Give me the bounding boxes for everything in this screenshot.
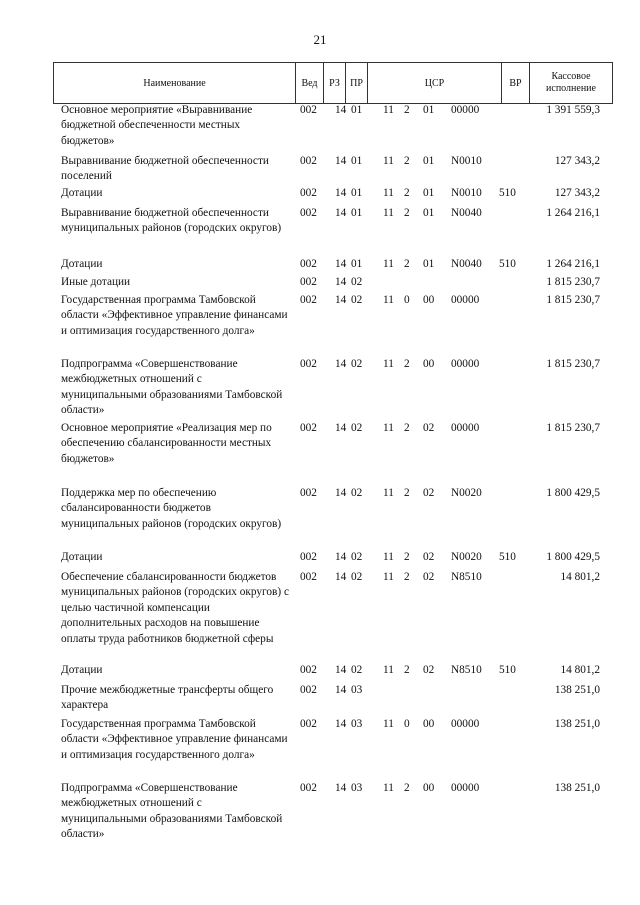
row-p2: 2 xyxy=(404,358,410,370)
row-ved: 002 xyxy=(300,294,317,306)
row-rz: 14 xyxy=(335,684,347,696)
row-p4: N8510 xyxy=(451,571,482,583)
row-pr: 02 xyxy=(351,487,363,499)
row-p1: 11 xyxy=(383,294,394,306)
row-p1: 11 xyxy=(383,487,394,499)
row-p3: 00 xyxy=(423,294,435,306)
row-name: Подпрограмма «Совершенствование межбюджетных отношений с муниципальными образованиями Тамбовской области» xyxy=(61,782,283,841)
row-pr: 03 xyxy=(351,684,363,696)
row-rz: 14 xyxy=(335,551,347,563)
row-sum: 1 391 559,3 xyxy=(546,104,600,116)
row-p3: 00 xyxy=(423,782,435,794)
row-name: Дотации xyxy=(61,187,103,199)
row-ved: 002 xyxy=(300,571,317,583)
row-ved: 002 xyxy=(300,718,317,730)
row-ved: 002 xyxy=(300,187,317,199)
row-ved: 002 xyxy=(300,155,317,167)
row-sum: 127 343,2 xyxy=(554,187,600,199)
row-p4: N0020 xyxy=(451,551,482,563)
row-vr: 510 xyxy=(499,664,516,676)
row-p4: N0010 xyxy=(451,155,482,167)
header-vr: ВР xyxy=(502,63,530,103)
table-header xyxy=(53,62,613,104)
row-p4: N0020 xyxy=(451,487,482,499)
row-name: Прочие межбюджетные трансферты общего характера xyxy=(61,684,274,712)
row-pr: 01 xyxy=(351,187,363,199)
row-p1: 11 xyxy=(383,782,394,794)
row-p3: 00 xyxy=(423,358,435,370)
row-p2: 0 xyxy=(404,718,410,730)
row-name: Подпрограмма «Совершенствование межбюджетных отношений с муниципальными образованиями Тамбовской области» xyxy=(61,358,283,417)
row-p3: 02 xyxy=(423,571,435,583)
row-sum: 1 800 429,5 xyxy=(546,551,600,563)
row-sum: 138 251,0 xyxy=(554,684,600,696)
row-p3: 02 xyxy=(423,551,435,563)
row-name: Основное мероприятие «Выравнивание бюджетной обеспеченности местных бюджетов» xyxy=(61,104,253,147)
row-name: Иные дотации xyxy=(61,276,131,288)
row-p2: 2 xyxy=(404,571,410,583)
row-p1: 11 xyxy=(383,258,394,270)
row-p2: 0 xyxy=(404,294,410,306)
row-vr: 510 xyxy=(499,187,516,199)
row-sum: 1 800 429,5 xyxy=(546,487,600,499)
row-ved: 002 xyxy=(300,782,317,794)
row-p2: 2 xyxy=(404,207,410,219)
row-p1: 11 xyxy=(383,664,394,676)
row-ved: 002 xyxy=(300,276,317,288)
row-p4: 00000 xyxy=(451,294,480,306)
row-name: Дотации xyxy=(61,664,103,676)
row-p1: 11 xyxy=(383,187,394,199)
row-sum: 1 815 230,7 xyxy=(546,422,600,434)
row-name: Государственная программа Тамбовской области «Эффективное управление финансами и оптимизация государственного долга» xyxy=(61,718,288,761)
row-pr: 01 xyxy=(351,258,363,270)
row-rz: 14 xyxy=(335,782,347,794)
header-pr: ПР xyxy=(346,63,368,103)
row-p2: 2 xyxy=(404,664,410,676)
row-rz: 14 xyxy=(335,155,347,167)
row-rz: 14 xyxy=(335,664,347,676)
row-pr: 02 xyxy=(351,664,363,676)
row-p2: 2 xyxy=(404,782,410,794)
row-name: Поддержка мер по обеспечению сбалансированности бюджетов муниципальных районов (городских округов) xyxy=(61,487,282,530)
header-ved: Вед xyxy=(296,63,324,103)
row-rz: 14 xyxy=(335,276,347,288)
header-sum: Кассовое исполнение xyxy=(546,71,596,94)
row-p2: 2 xyxy=(404,258,410,270)
row-sum: 127 343,2 xyxy=(554,155,600,167)
row-p1: 11 xyxy=(383,718,394,730)
row-p4: 00000 xyxy=(451,422,480,434)
row-pr: 01 xyxy=(351,104,363,116)
row-pr: 02 xyxy=(351,571,363,583)
row-p2: 2 xyxy=(404,551,410,563)
row-p3: 02 xyxy=(423,422,435,434)
row-ved: 002 xyxy=(300,358,317,370)
row-p4: N0040 xyxy=(451,258,482,270)
row-rz: 14 xyxy=(335,294,347,306)
row-p1: 11 xyxy=(383,551,394,563)
row-rz: 14 xyxy=(335,207,347,219)
row-rz: 14 xyxy=(335,358,347,370)
row-pr: 01 xyxy=(351,207,363,219)
row-ved: 002 xyxy=(300,207,317,219)
row-rz: 14 xyxy=(335,258,347,270)
row-p4: 00000 xyxy=(451,782,480,794)
row-p2: 2 xyxy=(404,104,410,116)
row-ved: 002 xyxy=(300,551,317,563)
row-sum: 138 251,0 xyxy=(554,782,600,794)
row-sum: 1 264 216,1 xyxy=(546,258,600,270)
row-rz: 14 xyxy=(335,187,347,199)
row-p4: 00000 xyxy=(451,718,480,730)
row-p2: 2 xyxy=(404,487,410,499)
row-name: Дотации xyxy=(61,551,103,563)
row-sum: 14 801,2 xyxy=(560,664,600,676)
row-sum: 1 815 230,7 xyxy=(546,294,600,306)
row-p4: N0010 xyxy=(451,187,482,199)
row-p2: 2 xyxy=(404,155,410,167)
row-sum: 1 815 230,7 xyxy=(546,276,600,288)
page-number: 21 xyxy=(313,32,327,47)
row-p1: 11 xyxy=(383,358,394,370)
row-ved: 002 xyxy=(300,258,317,270)
row-p2: 2 xyxy=(404,187,410,199)
row-sum: 1 815 230,7 xyxy=(546,358,600,370)
row-pr: 01 xyxy=(351,155,363,167)
row-name: Дотации xyxy=(61,258,103,270)
row-rz: 14 xyxy=(335,104,347,116)
row-p3: 02 xyxy=(423,664,435,676)
row-rz: 14 xyxy=(335,571,347,583)
row-rz: 14 xyxy=(335,487,347,499)
row-p2: 2 xyxy=(404,422,410,434)
row-sum: 1 264 216,1 xyxy=(546,207,600,219)
row-rz: 14 xyxy=(335,422,347,434)
row-name: Обеспечение сбалансированности бюджетов муниципальных районов (городских округов) с целью частичной компенсации дополнительных расходов на повышение оплаты труда работников бюджетной сферы xyxy=(61,571,289,645)
row-sum: 138 251,0 xyxy=(554,718,600,730)
row-p1: 11 xyxy=(383,155,394,167)
row-p4: N8510 xyxy=(451,664,482,676)
row-pr: 02 xyxy=(351,551,363,563)
row-sum: 14 801,2 xyxy=(560,571,600,583)
row-pr: 02 xyxy=(351,294,363,306)
row-name: Государственная программа Тамбовской области «Эффективное управление финансами и оптимизация государственного долга» xyxy=(61,294,288,337)
row-pr: 02 xyxy=(351,358,363,370)
row-name: Основное мероприятие «Реализация мер по обеспечению сбалансированности местных бюджетов» xyxy=(61,422,272,465)
header-rz: РЗ xyxy=(324,63,346,103)
header-name: Наименование xyxy=(54,63,296,103)
row-p3: 01 xyxy=(423,155,435,167)
row-pr: 03 xyxy=(351,718,363,730)
row-p1: 11 xyxy=(383,104,394,116)
row-pr: 02 xyxy=(351,276,363,288)
row-p1: 11 xyxy=(383,207,394,219)
row-name: Выравнивание бюджетной обеспеченности поселений xyxy=(61,155,269,183)
row-p3: 01 xyxy=(423,258,435,270)
row-rz: 14 xyxy=(335,718,347,730)
row-p3: 01 xyxy=(423,207,435,219)
row-pr: 02 xyxy=(351,422,363,434)
row-p3: 00 xyxy=(423,718,435,730)
row-ved: 002 xyxy=(300,684,317,696)
row-p1: 11 xyxy=(383,422,394,434)
row-ved: 002 xyxy=(300,664,317,676)
row-p3: 02 xyxy=(423,487,435,499)
row-p4: 00000 xyxy=(451,104,480,116)
row-ved: 002 xyxy=(300,422,317,434)
row-pr: 03 xyxy=(351,782,363,794)
row-p4: N0040 xyxy=(451,207,482,219)
header-csr: ЦСР xyxy=(368,63,502,103)
row-vr: 510 xyxy=(499,551,516,563)
row-vr: 510 xyxy=(499,258,516,270)
row-ved: 002 xyxy=(300,487,317,499)
row-p1: 11 xyxy=(383,571,394,583)
row-p3: 01 xyxy=(423,104,435,116)
row-ved: 002 xyxy=(300,104,317,116)
row-p3: 01 xyxy=(423,187,435,199)
row-p4: 00000 xyxy=(451,358,480,370)
row-name: Выравнивание бюджетной обеспеченности муниципальных районов (городских округов) xyxy=(61,207,282,235)
